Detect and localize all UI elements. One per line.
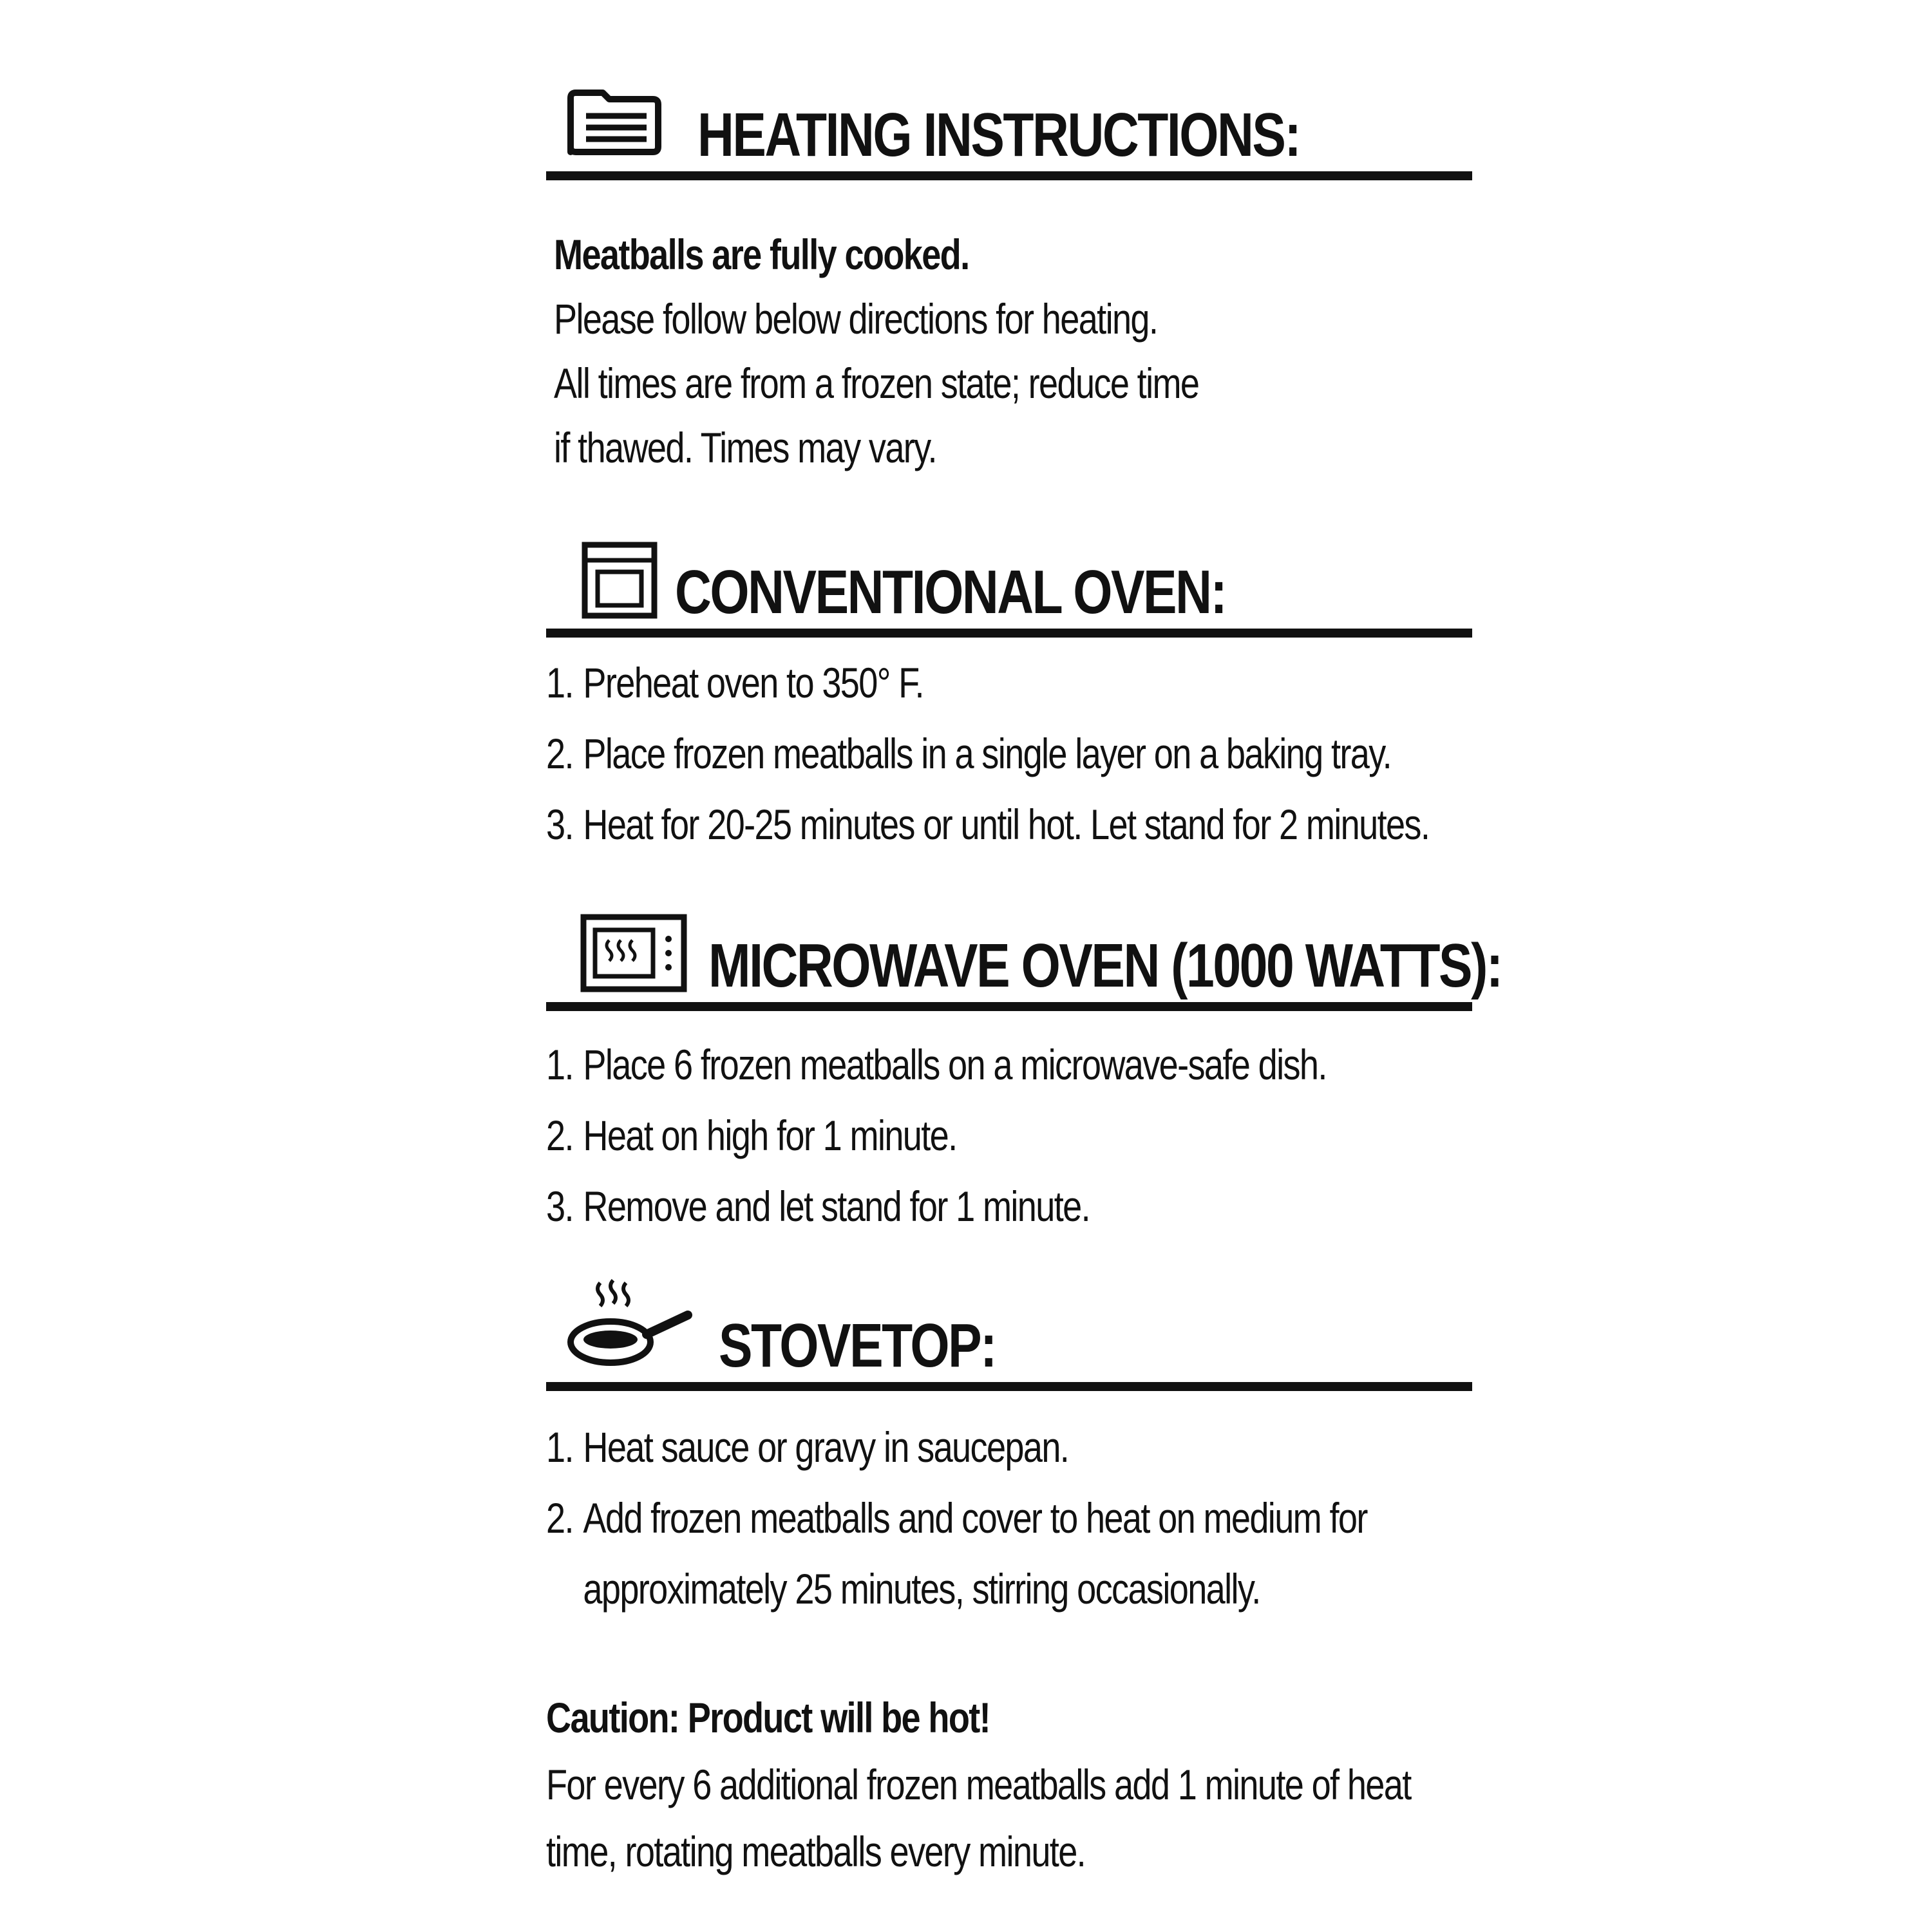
heading-rule [546, 171, 1472, 180]
frying-pan-icon [564, 1275, 693, 1372]
caution-line: For every 6 additional frozen meatballs add 1 minute of heat [546, 1761, 1411, 1808]
intro-line: All times are from a frozen state; reduce time [554, 359, 1199, 407]
heading-rule [546, 629, 1472, 638]
stovetop-header [546, 1282, 1473, 1391]
microwave-oven-header [546, 902, 1502, 1011]
stovetop-title: STOVETOP: [719, 1311, 996, 1380]
heating-intro [554, 222, 1198, 480]
oven-icon [581, 541, 658, 620]
heading-rule [546, 1002, 1472, 1011]
fully-cooked-note: Meatballs are fully cooked. [554, 231, 969, 278]
conventional-oven-header [546, 528, 1473, 638]
heading-rule [546, 1382, 1472, 1391]
intro-line: Please follow below directions for heating. [554, 295, 1158, 343]
intro-line: if thawed. Times may vary. [554, 424, 936, 471]
heating-instructions-title: HEATING INSTRUCTIONS: [697, 100, 1300, 169]
caution-line: time, rotating meatballs every minute. [546, 1828, 1086, 1875]
caution-heading: Caution: Product will be hot! [546, 1694, 990, 1741]
microwave-icon [580, 913, 688, 993]
document-icon [563, 85, 666, 162]
heating-instructions-panel: HEATING INSTRUCTIONS: Meatballs are fully cooked. Please follow below directions for heating. All times are from a frozen state; reduce time if thawed. Times may vary. CONVENTIONAL OVEN: 1. Preheat oven to 350° F. 2. Place frozen meatballs in a single layer on a baking tray. 3. Heat for 20-25 minutes or until hot. Let stand for 2 minutes. MICROWAVE OVEN (1000 WATTS): 1. Place 6 frozen meatballs on a microwave-safe dish. 2. Heat on high for 1 minute. 3. Remove and let stand for 1 minute. STOVETOP: 1. Heat sauce or gravy in saucepan. 2. Add frozen meatballs and cover to heat on medium for approximately 25 minutes, stirring occasionally. Caution: Product will be hot! For every 6 additional frozen meatballs add 1 minute of heat time, rotating meatballs every minute. [546, 0, 1473, 1932]
heating-instructions-header [546, 71, 1473, 180]
conventional-oven-title: CONVENTIONAL OVEN: [675, 558, 1226, 627]
microwave-oven-title: MICROWAVE OVEN (1000 WATTS): [708, 931, 1502, 1000]
caution-note [546, 1684, 1411, 1885]
